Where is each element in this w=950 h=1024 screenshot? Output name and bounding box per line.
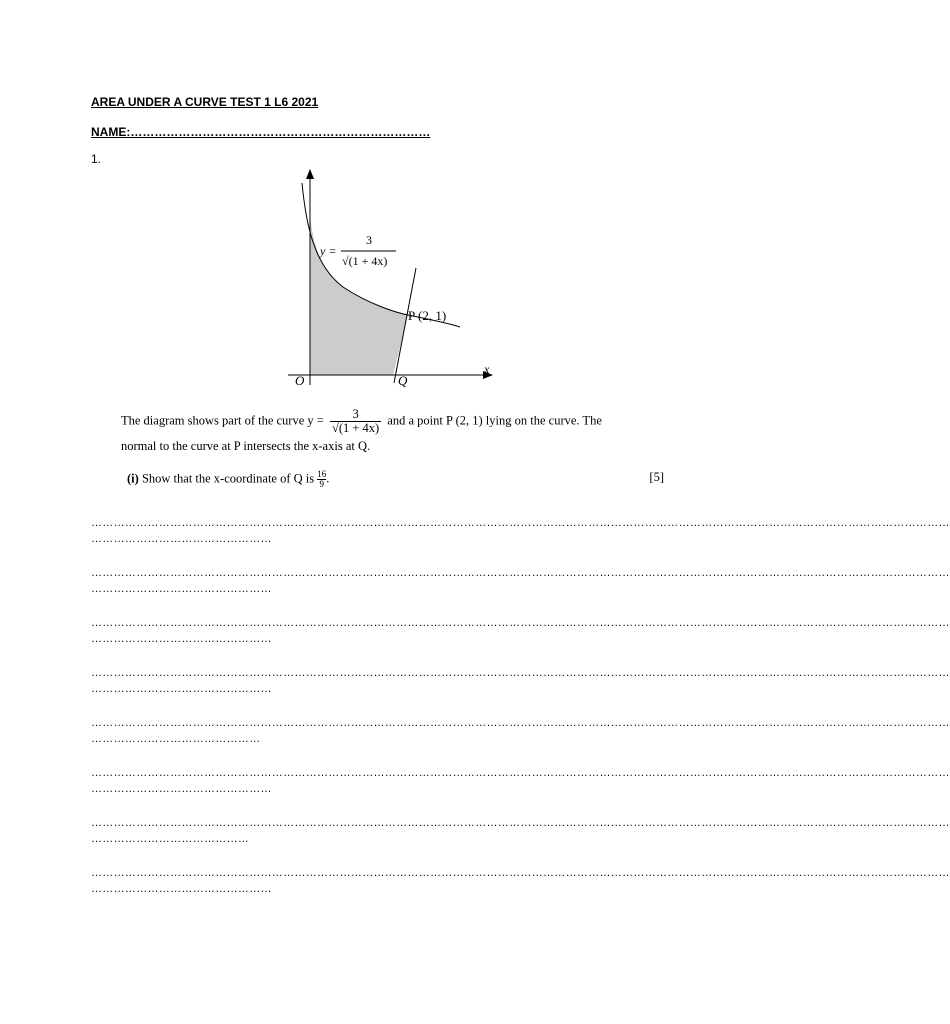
part-end: . (326, 471, 330, 486)
test-title: AREA UNDER A CURVE TEST 1 L6 2021 (91, 95, 319, 109)
curve-diagram (108, 165, 678, 395)
marks-badge: [5] (649, 470, 664, 484)
curve-label-prefix: y = (320, 244, 337, 258)
question-text-part2: and a point P (2, 1) lying on the curve. The (387, 413, 602, 428)
answer-line[interactable]: ………………………………………………………………………………………………………………………………………………………………………………………………………… ………………………………………… (91, 617, 950, 645)
question-number: 1. (91, 152, 102, 166)
question-text-line2: normal to the curve at P intersects the x-axis at Q. (121, 439, 371, 453)
part-label: (i) (127, 471, 139, 486)
curve-label-num: 3 (366, 233, 372, 247)
answer-lines[interactable] (91, 515, 950, 915)
answer-line[interactable]: ………………………………………………………………………………………………………………………………………………………………………………………………………… ………………………………………… (91, 517, 950, 545)
answer-line[interactable]: ………………………………………………………………………………………………………………………………………………………………………………………………………… ………………………………………… (91, 667, 950, 695)
answer-line[interactable]: ………………………………………………………………………………………………………………………………………………………………………………………………………… ………………………………………… (91, 867, 950, 895)
curve-fraction (330, 408, 381, 435)
name-field-label[interactable]: NAME:………………………………………………………………… (91, 125, 431, 139)
question-text-part1: The diagram shows part of the curve y = (121, 413, 324, 428)
curve-fraction-den: √(1 + 4x) (331, 421, 380, 435)
p-label: P (2, 1) (408, 308, 447, 323)
curve-fraction-num: 3 (352, 407, 359, 421)
origin-label: O (295, 373, 305, 388)
question-text (121, 408, 671, 457)
answer-line[interactable]: ………………………………………………………………………………………………………………………………………………………………………………………………………… …………………………………… (91, 817, 950, 845)
part-fraction (317, 470, 326, 489)
part-text: Show that the x-coordinate of Q is (141, 471, 315, 486)
part-fraction-num: 16 (317, 469, 327, 479)
answer-line[interactable]: ………………………………………………………………………………………………………………………………………………………………………………………………………… ……………………………………… (91, 717, 950, 745)
answer-line[interactable]: ………………………………………………………………………………………………………………………………………………………………………………………………………… ………………………………………… (91, 767, 950, 795)
part-fraction-den: 9 (317, 479, 326, 489)
shaded-area (310, 215, 408, 375)
answer-line[interactable]: ………………………………………………………………………………………………………………………………………………………………………………………………………… ………………………………………… (91, 567, 950, 595)
y-axis-arrow (306, 169, 314, 179)
x-axis-label: x (484, 362, 490, 376)
q-label: Q (398, 373, 408, 388)
question-part-i (127, 470, 664, 489)
curve-label-den: √(1 + 4x) (342, 254, 388, 268)
